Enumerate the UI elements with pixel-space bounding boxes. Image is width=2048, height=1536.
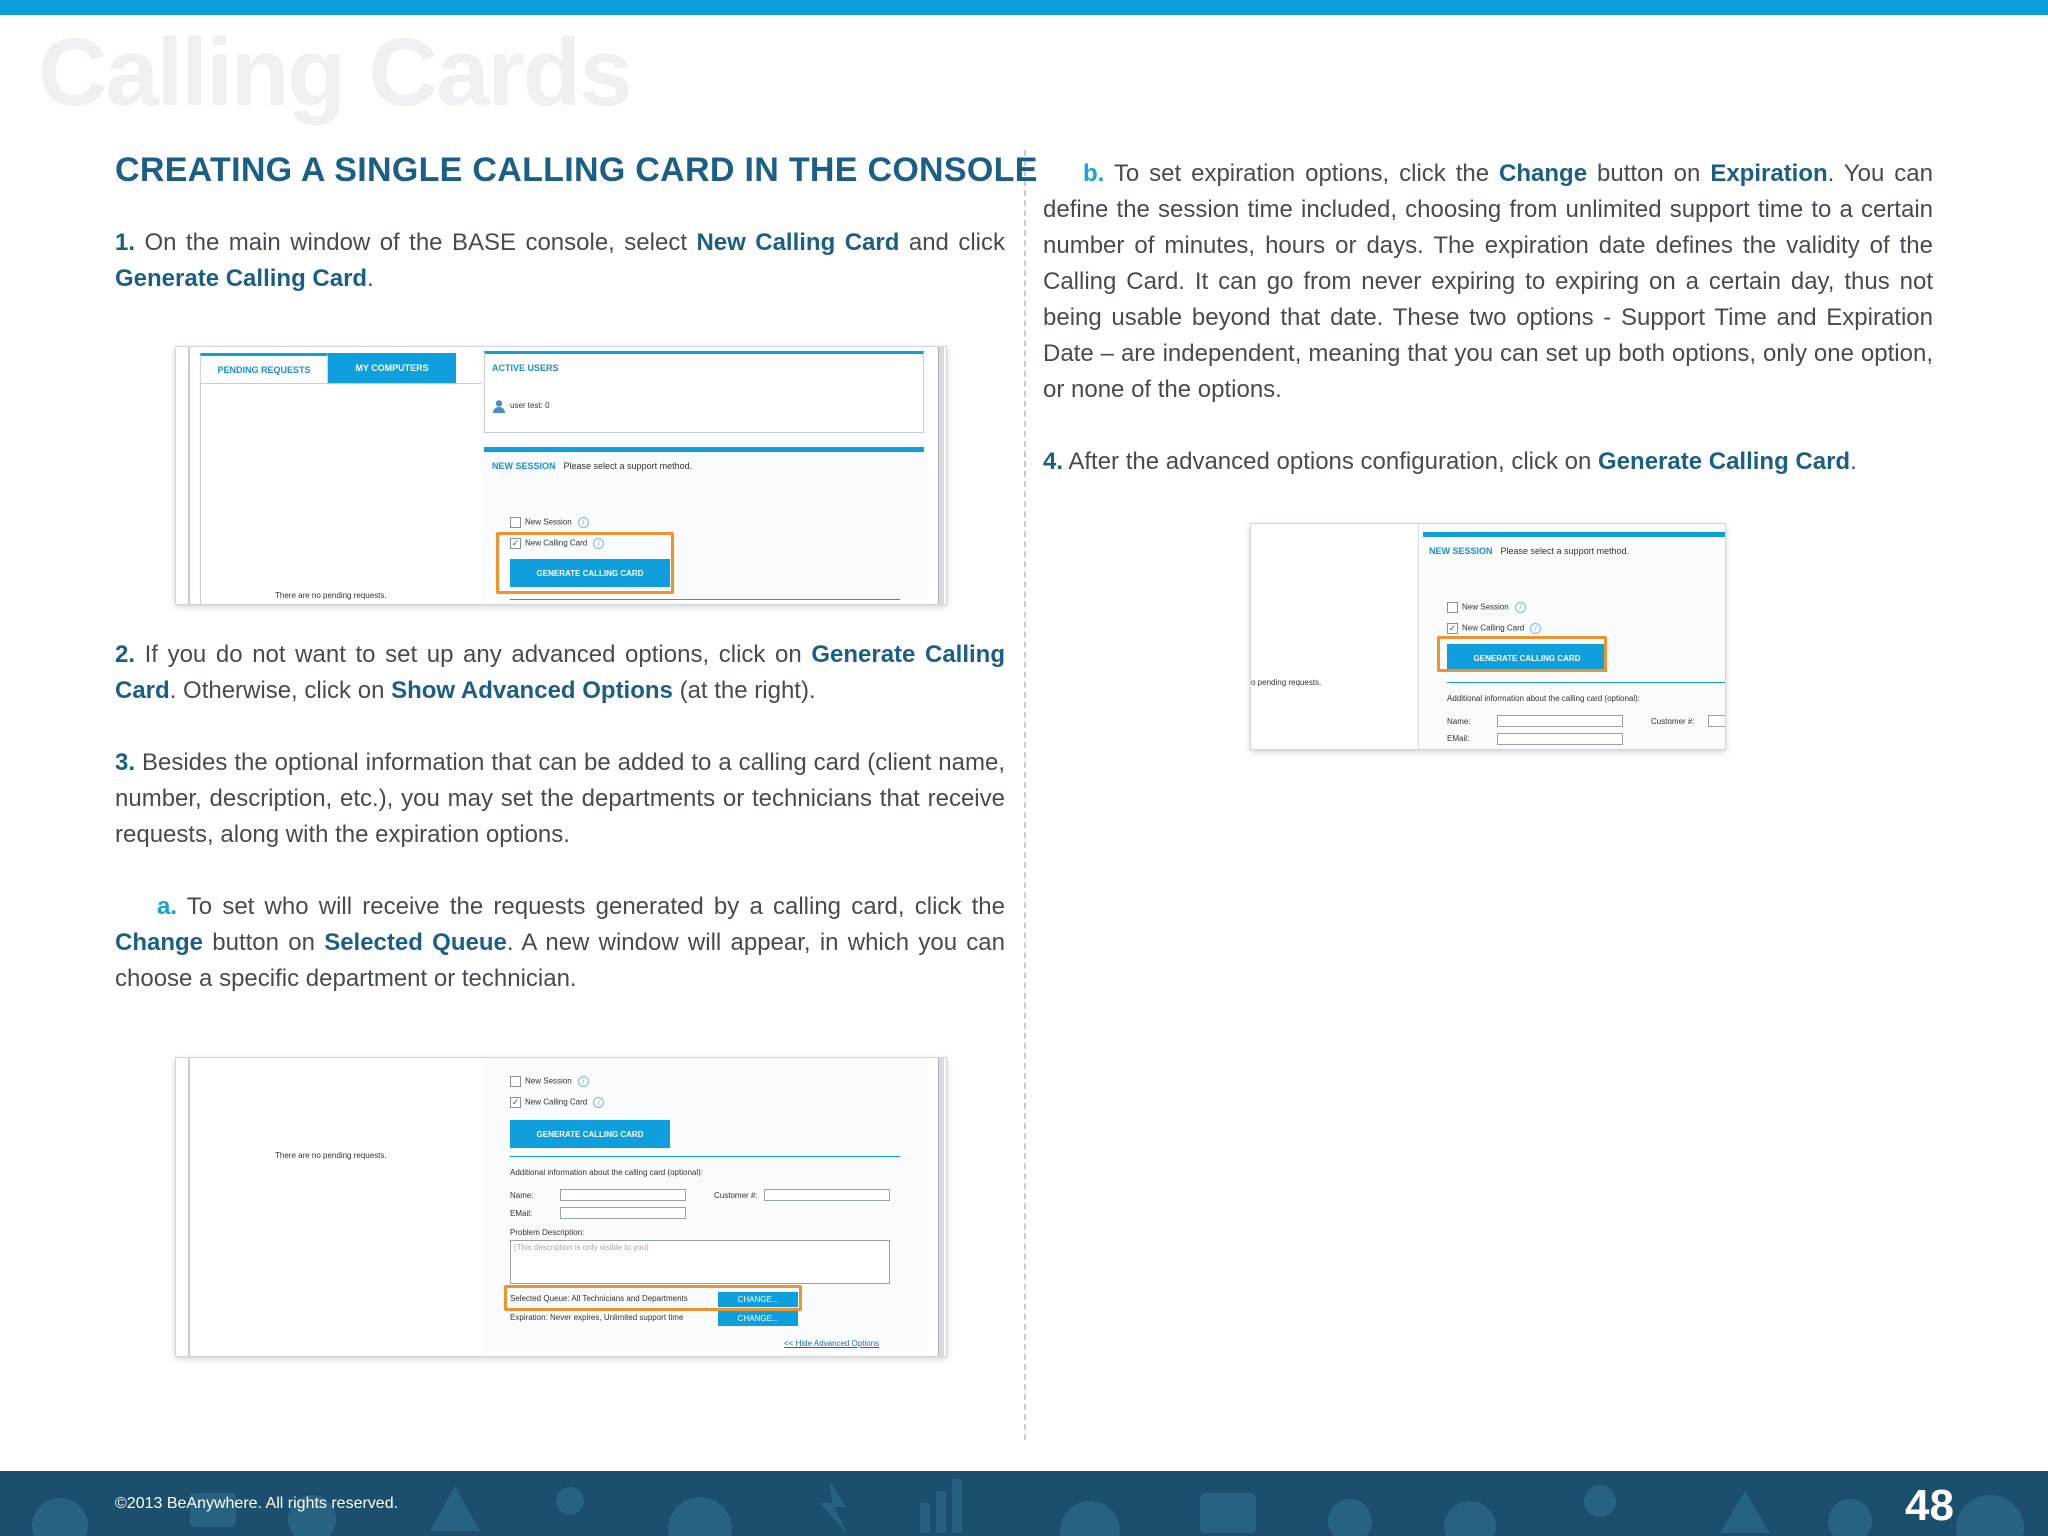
no-pending-requests-text: o pending requests. [1251,678,1322,687]
step-number: 2. [115,640,136,668]
new-calling-card-checkbox[interactable]: ✓ [1448,623,1457,633]
name-label: Name: [1447,717,1471,726]
window-edge [938,347,944,604]
step-text: On the main window of the BASE console, select [135,228,697,256]
name-label: Name: [510,1191,534,1200]
new-session-label: NEW SESSION [492,461,556,471]
step-text: . [367,264,374,292]
info-icon[interactable]: i [1530,623,1541,634]
page-footer [0,1471,2048,1536]
window-edge [938,1058,944,1356]
problem-description-label: Problem Description: [510,1228,585,1237]
section-divider-line [510,1156,900,1157]
orange-highlight [504,1285,802,1311]
new-calling-card-checkbox[interactable]: ✓ [511,538,520,548]
generate-calling-card-button[interactable]: GENERATE CALLING CARD [510,1120,670,1148]
step-text: . A new window will appear, in which you can choose a specific department or technician. [115,928,1005,992]
step-4 [1043,444,1933,480]
additional-info-label: Additional information about the calling card (optional): [1447,694,1641,703]
new-session-bar [484,447,924,452]
generate-calling-card-button[interactable]: GENERATE CALLING CARD [510,559,670,587]
info-icon[interactable]: i [593,538,604,549]
change-expiration-button[interactable]: CHANGE... [718,1311,798,1326]
info-icon[interactable]: i [578,517,589,528]
copyright-text: ©2013 BeAnywhere. All rights reserved. [115,1495,399,1512]
email-label: EMail: [1447,734,1470,743]
change-queue-button[interactable]: CHANGE... [718,1292,798,1307]
step-text: . Otherwise, click on [169,676,392,704]
customer-number-field[interactable] [764,1189,890,1201]
info-icon[interactable]: i [578,1076,589,1087]
step-text: button on [203,928,325,956]
user-entry-label: user test: 0 [510,401,550,411]
tab-my-computers[interactable]: MY COMPUTERS [328,353,456,383]
new-calling-card-option[interactable] [510,1097,604,1108]
ui-term: New Calling Card [696,228,900,256]
screenshot-generate-calling-card [1250,523,1726,750]
ui-term: Generate Calling Card [1598,448,1851,475]
new-session-option[interactable] [510,517,589,528]
name-field[interactable] [560,1189,686,1201]
section-divider-line [1447,682,1726,683]
step-text: After the advanced options configuration, click on [1063,448,1599,475]
ui-term: Change [1499,160,1588,187]
right-column [1043,150,1933,480]
step-text: To set who will receive the requests generated by a calling card, click the [177,892,1005,920]
step-text: Besides the optional information that can be added to a calling card (client name, number, description, etc.), you may set the departments or technicians that receive requests, along with the expiration options. [115,748,1005,848]
info-icon[interactable]: i [593,1097,604,1108]
expiration-label: Expiration: Never expires, Unlimited support time [510,1313,684,1322]
screenshot-console-main [175,346,947,605]
step-number: 4. [1043,448,1064,475]
page-number: 48 [1905,1481,1954,1530]
problem-description-field[interactable] [510,1240,890,1284]
new-session-option-label: New Session [525,517,572,527]
new-session-option[interactable] [510,1076,589,1087]
orange-highlight [1437,636,1607,672]
users-panel [482,347,928,604]
step-number: 1. [115,228,136,256]
step-3 [115,745,1005,853]
ui-term: Generate Calling Card [115,640,1005,704]
new-session-panel [482,1058,928,1356]
support-method-hint: Please select a support method. [1500,546,1630,556]
column-divider [1024,150,1026,1440]
no-pending-requests-text: There are no pending requests. [275,1151,387,1160]
ui-term: Show Advanced Options [391,676,673,704]
generate-calling-card-button[interactable]: GENERATE CALLING CARD [1447,644,1607,672]
new-session-title [492,461,692,471]
email-field[interactable] [560,1207,686,1219]
step-text: . [1850,448,1857,475]
new-session-title [1429,546,1629,556]
ui-term: Generate Calling Card [115,264,368,292]
ui-term: Expiration [1710,160,1828,187]
customer-number-label: Customer #: [714,1191,758,1200]
email-field[interactable] [1497,733,1623,745]
step-text: If you do not want to set up any advanced options, click on [135,640,812,668]
ui-term: Selected Queue [324,928,507,956]
step-text: and click [899,228,1005,256]
step-3a [115,889,1005,997]
sub-step-letter: b. [1083,160,1105,187]
hide-advanced-options-link[interactable]: << Hide Advanced Options [784,1339,880,1348]
step-1 [115,225,1005,297]
step-text: . You can define the session time included, choosing from unlimited support time to a certain number of minutes, hours or days. The expiration date defines the validity of the Calling Card. It can go from never expiring to expiring on a certain day, thus not being usable beyond that date. These two options - Support Time and Expiration Date – are independent, meaning that you can set up both options, only one option, or none of the options. [1043,160,1933,403]
step-text: button on [1587,160,1711,187]
active-users-title: ACTIVE USERS [492,363,559,373]
selected-queue-label: Selected Queue: All Technicians and Departments [510,1294,688,1303]
step-2 [115,637,1005,709]
customer-number-label: Customer #: [1651,717,1695,726]
new-calling-card-option-label: New Calling Card [1462,623,1525,633]
step-number: 3. [115,748,136,776]
top-accent-bar [0,0,2048,15]
additional-info-label: Additional information about the calling card (optional): [510,1168,704,1177]
new-calling-card-option-label: New Calling Card [525,1097,588,1107]
customer-number-field[interactable] [1708,715,1726,727]
support-method-hint: Please select a support method. [563,461,693,471]
orange-highlight [496,532,674,594]
new-calling-card-option[interactable] [1447,623,1541,634]
user-icon [492,399,506,413]
new-session-checkbox[interactable] [1447,602,1458,613]
problem-description-placeholder: (This description is only visible to you) [514,1243,649,1252]
new-calling-card-checkbox[interactable]: ✓ [511,1097,520,1107]
new-session-checkbox[interactable] [510,517,521,528]
screenshot-advanced-options [175,1057,947,1357]
step-text: To set expiration options, click the [1104,160,1500,187]
new-session-option-label: New Session [525,1076,572,1086]
new-session-option-label: New Session [1462,602,1509,612]
step-3b [1043,156,1933,408]
new-session-label: NEW SESSION [1429,546,1493,556]
chapter-watermark: Calling Cards [38,19,631,126]
name-field[interactable] [1497,715,1623,727]
section-title: CREATING A SINGLE CALLING CARD IN THE CONSOLE [115,151,1038,189]
sub-step-letter: a. [157,892,178,920]
active-user-entry [492,399,550,413]
requests-panel [1251,524,1419,749]
ui-term: Change [115,928,204,956]
email-label: EMail: [510,1209,533,1218]
new-session-checkbox[interactable] [510,1076,521,1087]
tab-pending-requests[interactable]: PENDING REQUESTS [200,353,328,383]
new-calling-card-option-label: New Calling Card [525,538,588,548]
section-divider-line [510,599,900,600]
info-icon[interactable]: i [1515,602,1526,613]
no-pending-requests-text: There are no pending requests. [275,591,387,600]
step-text: (at the right). [672,676,816,704]
new-session-panel [1421,524,1726,749]
new-session-bar [1423,532,1726,537]
new-session-option[interactable] [1447,602,1526,613]
